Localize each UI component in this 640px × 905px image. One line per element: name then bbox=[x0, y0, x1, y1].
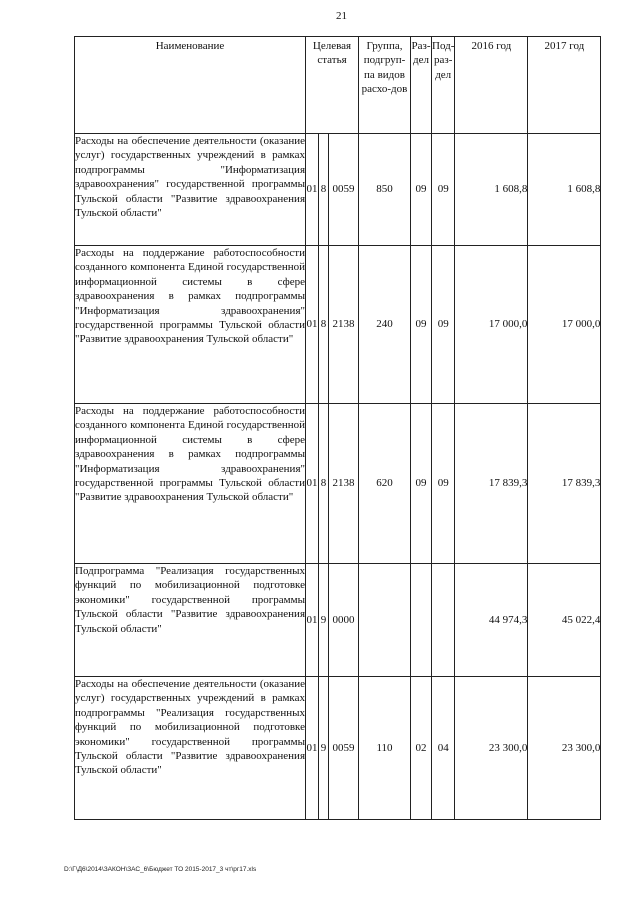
row-amount-2017: 17 839,3 bbox=[528, 404, 601, 564]
footer-file-path: D:\Г\Д6\2014\ЗАКОН\ЗАС_6\Бюджет ТО 2015-2017_3 чт\рг17.xls bbox=[64, 866, 257, 873]
row-expense-group: 850 bbox=[359, 134, 411, 246]
row-subsection: 04 bbox=[432, 677, 455, 820]
row-name: Расходы на поддержание работоспособности созданного компонента Единой государственной информационной системы в сфере здравоохранения в рамках подпрограммы "Информатизация здравоохранения" государственной программы Тульской области "Развитие здравоохранения Тульской области" bbox=[75, 246, 306, 404]
row-direction-code: 2138 bbox=[329, 404, 359, 564]
row-program-code: 01 bbox=[306, 134, 319, 246]
table-row bbox=[75, 134, 601, 246]
header-section: Раз-дел bbox=[411, 37, 432, 134]
row-expense-group: 110 bbox=[359, 677, 411, 820]
row-program-code: 01 bbox=[306, 404, 319, 564]
row-subsection: 09 bbox=[432, 134, 455, 246]
row-amount-2016: 44 974,3 bbox=[455, 564, 528, 677]
row-amount-2017: 17 000,0 bbox=[528, 246, 601, 404]
row-section: 09 bbox=[411, 404, 432, 564]
row-direction-code: 2138 bbox=[329, 246, 359, 404]
row-amount-2017: 45 022,4 bbox=[528, 564, 601, 677]
row-program-code: 01 bbox=[306, 677, 319, 820]
row-program-code: 01 bbox=[306, 246, 319, 404]
row-subsection bbox=[432, 564, 455, 677]
row-subprogram-code: 9 bbox=[319, 677, 329, 820]
row-amount-2017: 1 608,8 bbox=[528, 134, 601, 246]
row-amount-2016: 17 000,0 bbox=[455, 246, 528, 404]
table-row bbox=[75, 246, 601, 404]
row-program-code: 01 bbox=[306, 564, 319, 677]
table-row bbox=[75, 564, 601, 677]
header-expense-group: Группа, подгруп-па видов расхо-дов bbox=[359, 37, 411, 134]
row-expense-group bbox=[359, 564, 411, 677]
header-target-article: Целевая статья bbox=[306, 37, 359, 134]
row-direction-code: 0059 bbox=[329, 134, 359, 246]
row-subprogram-code: 8 bbox=[319, 246, 329, 404]
row-subprogram-code: 8 bbox=[319, 134, 329, 246]
row-name: Расходы на обеспечение деятельности (оказание услуг) государственных учреждений в рамках подпрограммы "Реализация государственных функций по мобилизационной подготовке экономики" государственной программы Тульской области "Развитие здравоохранения Тульской области" bbox=[75, 677, 306, 820]
row-subprogram-code: 8 bbox=[319, 404, 329, 564]
row-section: 09 bbox=[411, 134, 432, 246]
table-header-row bbox=[75, 37, 601, 134]
row-subsection: 09 bbox=[432, 246, 455, 404]
header-year-2017: 2017 год bbox=[528, 37, 601, 134]
row-direction-code: 0059 bbox=[329, 677, 359, 820]
row-name: Расходы на обеспечение деятельности (оказание услуг) государственных учреждений в рамках подпрограммы "Информатизация здравоохранения" государственной программы Тульской области "Развитие здравоохранения Тульской области" bbox=[75, 134, 306, 246]
header-name: Наименование bbox=[75, 37, 306, 134]
row-section bbox=[411, 564, 432, 677]
row-name: Расходы на поддержание работоспособности созданного компонента Единой государственной информационной системы в сфере здравоохранения в рамках подпрограммы "Информатизация здравоохранения" государственной программы Тульской области "Развитие здравоохранения Тульской области" bbox=[75, 404, 306, 564]
row-subsection: 09 bbox=[432, 404, 455, 564]
row-amount-2017: 23 300,0 bbox=[528, 677, 601, 820]
row-direction-code: 0000 bbox=[329, 564, 359, 677]
row-amount-2016: 23 300,0 bbox=[455, 677, 528, 820]
page-number: 21 bbox=[336, 10, 347, 22]
row-section: 09 bbox=[411, 246, 432, 404]
budget-table bbox=[74, 36, 601, 820]
header-subsection: Под-раз-дел bbox=[432, 37, 455, 134]
table-row bbox=[75, 404, 601, 564]
row-section: 02 bbox=[411, 677, 432, 820]
header-year-2016: 2016 год bbox=[455, 37, 528, 134]
row-name: Подпрограмма "Реализация государственных функций по мобилизационной подготовке экономики" государственной программы Тульской области "Развитие здравоохранения Тульской области" bbox=[75, 564, 306, 677]
row-amount-2016: 1 608,8 bbox=[455, 134, 528, 246]
table-row bbox=[75, 677, 601, 820]
row-expense-group: 620 bbox=[359, 404, 411, 564]
row-amount-2016: 17 839,3 bbox=[455, 404, 528, 564]
row-expense-group: 240 bbox=[359, 246, 411, 404]
row-subprogram-code: 9 bbox=[319, 564, 329, 677]
